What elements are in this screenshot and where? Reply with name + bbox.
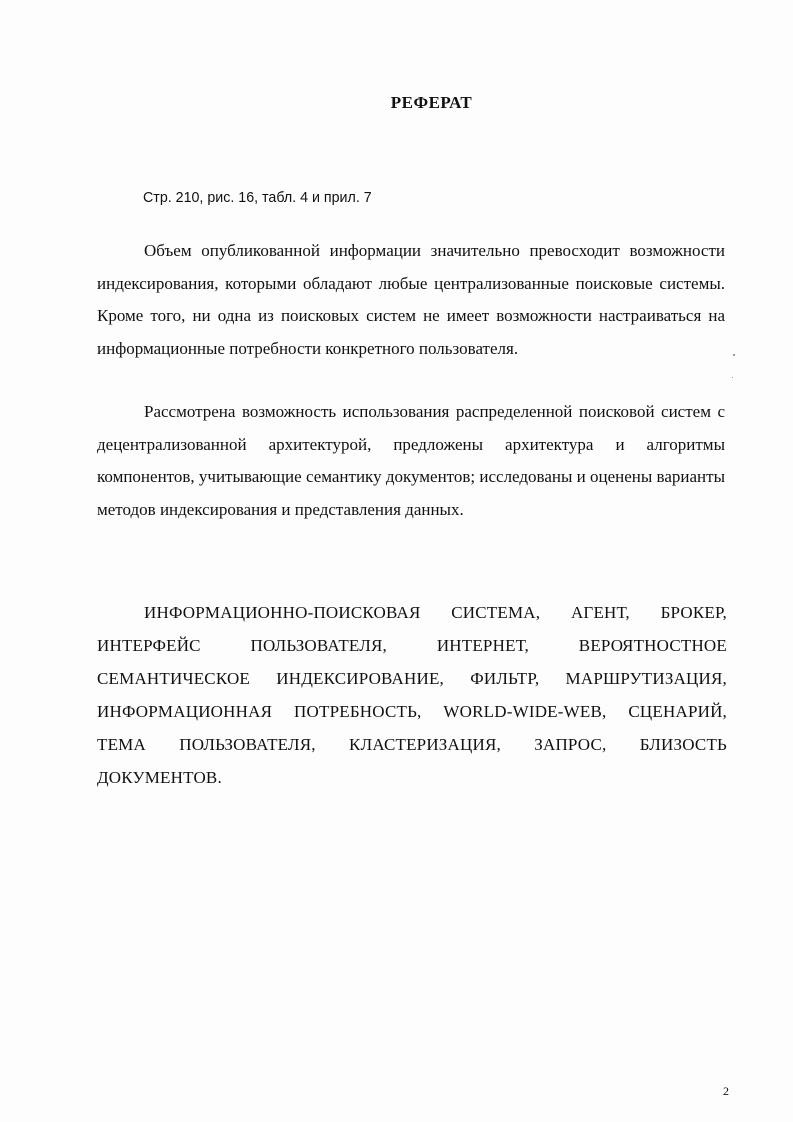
- abstract-paragraph-1: Объем опубликованной информации значительно превосходит возможности индексирования, которыми обладают любые централизованные поисковые системы. Кроме того, ни одна из поисковых систем не имеет возможности настраиваться на информационные потребности конкретного пользователя.: [97, 241, 725, 358]
- scan-speck: [732, 377, 733, 378]
- keywords-list: ИНФОРМАЦИОННО-ПОИСКОВАЯ СИСТЕМА, АГЕНТ, БРОКЕР, ИНТЕРФЕЙС ПОЛЬЗОВАТЕЛЯ, ИНТЕРНЕТ, ВЕРОЯТНОСТНОЕ СЕМАНТИЧЕСКОЕ ИНДЕКСИРОВАНИЕ, ФИЛЬТР, МАРШРУТИЗАЦИЯ, ИНФОРМАЦИОННАЯ ПОТРЕБНОСТЬ, WORLD-WIDE-WEB, СЦЕНАРИЙ, ТЕМА ПОЛЬЗОВАТЕЛЯ, КЛАСТЕРИЗАЦИЯ, ЗАПРОС, БЛИЗОСТЬ ДОКУМЕНТОВ.: [97, 603, 727, 787]
- page-number: 2: [723, 1084, 729, 1098]
- scan-speck: [733, 354, 735, 356]
- page-title: РЕФЕРАТ: [390, 93, 473, 112]
- document-meta: Стр. 210, рис. 16, табл. 4 и прил. 7: [143, 189, 372, 206]
- abstract-paragraph-2: Рассмотрена возможность использования распределенной поисковой систем с децентрализованной архитектурой, предложены архитектура и алгоритмы компонентов, учитывающие семантику документов; исследованы и оценены варианты методов индексирования и представления данных.: [97, 402, 725, 519]
